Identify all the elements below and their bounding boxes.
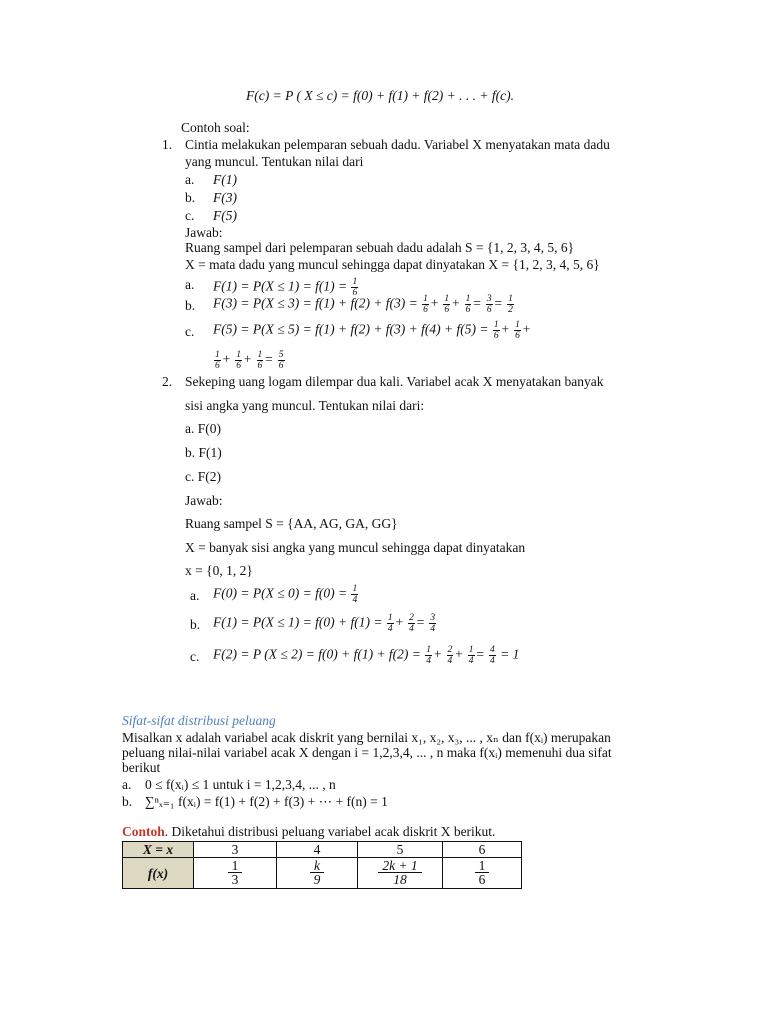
q1-item-a: F(1) <box>213 172 237 187</box>
q1-item-c: F(5) <box>213 208 237 223</box>
contoh-text: . Diketahui distribusi peluang variabel acak diskrit X berikut. <box>164 824 496 839</box>
q2-ans-c-label: c. <box>190 649 200 664</box>
contoh-line <box>122 824 495 840</box>
contoh-label: Contoh <box>122 824 165 839</box>
sifat-line3: berikut <box>122 760 161 775</box>
q1-ans-c-continued: $\frac{1}{6}$ + $\frac{1}{6}$ + $\frac{1}{6}$ = $\frac{5}{6}$ <box>215 350 284 371</box>
q1-ans-c: F(5) = P(X ≤ 5) = f(1) + f(2) + f(3) + f(4) + f(5) = $\frac{1}{6}$ + $\frac{1}{6}$ + <box>213 320 531 341</box>
q1-ans-b: F(3) = P(X ≤ 3) = f(1) + f(2) + f(3) = $\frac{1}{6}$ + $\frac{1}{6}$ + $\frac{1}{6}$ = $\frac{3}{6}$ = $\frac{1}{2}$ <box>213 294 513 315</box>
table-cell-f: $\frac{k}{9}$ <box>277 858 358 889</box>
table-cell-x: 3 <box>194 842 277 858</box>
q2-number: 2. <box>162 374 173 389</box>
q1-item-c-label: c. <box>185 208 195 223</box>
table-row-f <box>123 858 522 889</box>
contoh-soal-heading: Contoh soal: <box>181 120 250 135</box>
table-cell-x: 6 <box>443 842 522 858</box>
table-row-x <box>123 842 522 858</box>
distribution-table <box>122 841 522 889</box>
q2-ans-b-label: b. <box>190 617 201 632</box>
q2-ans-a-label: a. <box>190 588 200 603</box>
q1-ans-c-label: c. <box>185 324 195 339</box>
table-cell-x: 4 <box>277 842 358 858</box>
q1-ans-b-label: b. <box>185 298 196 313</box>
q2-x-definition: X = banyak sisi angka yang muncul sehingga dapat dinyatakan <box>185 540 526 555</box>
q1-jawab: Jawab: <box>185 225 223 240</box>
q1-item-b-label: b. <box>185 190 196 205</box>
sifat-a-text: 0 ≤ f(xᵢ) ≤ 1 untuk i = 1,2,3,4, ... , n <box>145 777 336 792</box>
sifat-heading: Sifat-sifat distribusi peluang <box>122 713 276 728</box>
q1-x-definition: X = mata dadu yang muncul sehingga dapat dinyatakan X = {1, 2, 3, 4, 5, 6} <box>185 257 600 272</box>
cdf-formula: F(c) = P ( X ≤ c) = f(0) + f(1) + f(2) + . . . + f(c). <box>246 88 514 103</box>
q2-text-line2: sisi angka yang muncul. Tentukan nilai dari: <box>185 398 425 413</box>
table-cell-f: $\frac{1}{6}$ <box>443 858 522 889</box>
q1-text-line2: yang muncul. Tentukan nilai dari <box>185 154 364 169</box>
table-cell-f: $\frac{1}{3}$ <box>194 858 277 889</box>
q2-text-line1: Sekeping uang logam dilempar dua kali. Variabel acak X menyatakan banyak <box>185 374 604 389</box>
q1-number: 1. <box>162 137 173 152</box>
sifat-line1: Misalkan x adalah variabel acak diskrit yang bernilai x₁, x₂, x₃, ... , xₙ dan f(xᵢ) merupakan <box>122 730 611 745</box>
q2-x-set: x = {0, 1, 2} <box>185 563 253 578</box>
table-header-f: f(x) <box>123 858 194 889</box>
sifat-b-label: b. <box>122 794 133 809</box>
q1-item-a-label: a. <box>185 172 195 187</box>
q2-item-c: c. F(2) <box>185 469 221 484</box>
table-cell-x: 5 <box>358 842 443 858</box>
sifat-a-label: a. <box>122 777 132 792</box>
q1-item-b: F(3) <box>213 190 237 205</box>
sifat-line2: peluang nilai-nilai variabel acak X dengan i = 1,2,3,4, ... , n maka f(xᵢ) memenuhi dua sifat <box>122 745 612 760</box>
q1-ans-a: F(1) = P(X ≤ 1) = f(1) = $\frac{1}{6}$ <box>213 277 358 298</box>
fraction: $\frac{1}{6}$ <box>352 277 358 298</box>
q2-item-b: b. F(1) <box>185 445 222 460</box>
q2-ans-c: F(2) = P (X ≤ 2) = f(0) + f(1) + f(2) = $\frac{1}{4}$ + $\frac{2}{4}$ + $\frac{1}{4}$ = $\frac{4}{4}$ = 1 <box>213 645 520 666</box>
q2-ans-a: F(0) = P(X ≤ 0) = f(0) = $\frac{1}{4}$ <box>213 584 358 605</box>
table-header-x: X = x <box>123 842 194 858</box>
q2-sample-space: Ruang sampel S = {AA, AG, GA, GG} <box>185 516 398 531</box>
q1-text-line1: Cintia melakukan pelemparan sebuah dadu. Variabel X menyatakan mata dadu <box>185 137 610 152</box>
sifat-b-text: ∑ⁿₓ₌₁ f(xᵢ) = f(1) + f(2) + f(3) + ⋯ + f(n) = 1 <box>145 794 388 809</box>
table-cell-f: $\frac{2k + 1}{18}$ <box>358 858 443 889</box>
q1-ans-a-label: a. <box>185 277 195 292</box>
q2-ans-b: F(1) = P(X ≤ 1) = f(0) + f(1) = $\frac{1}{4}$ + $\frac{2}{4}$ = $\frac{3}{4}$ <box>213 613 436 634</box>
q2-item-a: a. F(0) <box>185 421 221 436</box>
q2-jawab: Jawab: <box>185 493 223 508</box>
q1-sample-space: Ruang sampel dari pelemparan sebuah dadu adalah S = {1, 2, 3, 4, 5, 6} <box>185 240 575 255</box>
